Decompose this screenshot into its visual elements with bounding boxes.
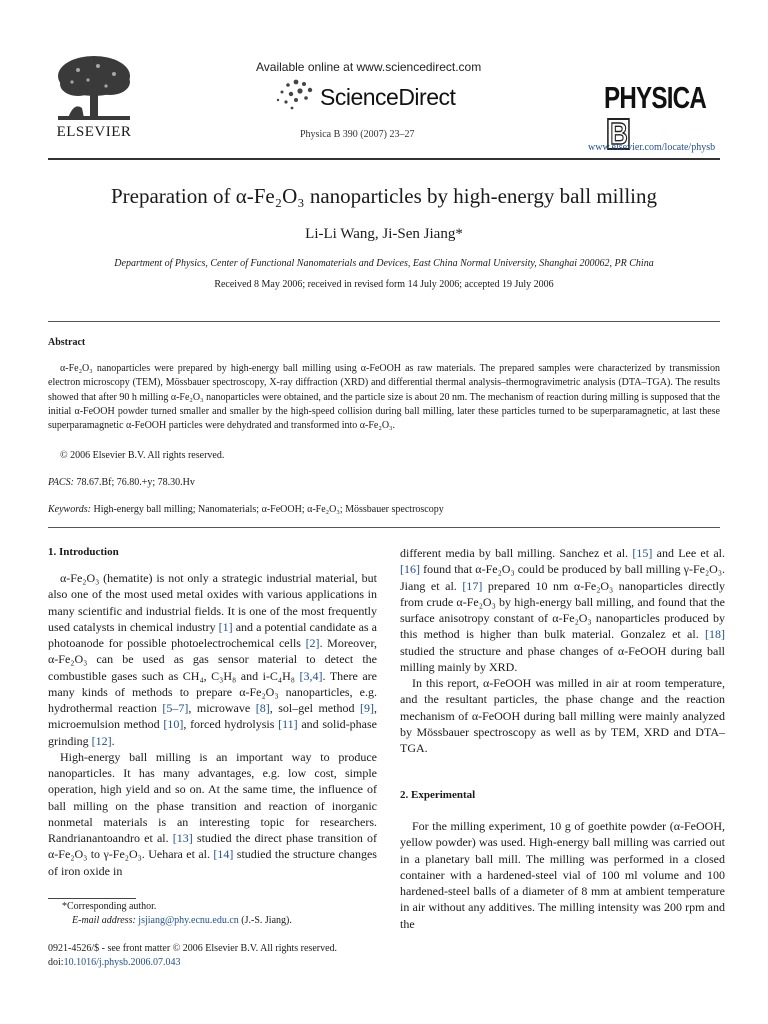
intro-paragraph-2: High-energy ball milling is an important way to produce nanoparticles. It has many advantages, e.g. low cost, simple operation, high yield and so on. At the same time, the influence of ball milling on the phase transition and reaction of inorganic nonmetal materials is an interesting topic for researchers. Randrianantoandro et al. [13] studied the direct phase transition of α-Fe₂O₃ to γ-Fe₂O₃. Uehara et al. [14] studied the structure changes of iron oxide in: [48, 749, 377, 878]
intro-paragraph-4: In this report, α-FeOOH was milled in air at room temperature, and the resultant particles, the phase change and the reaction mechanism of α-FeOOH during ball milling were mainly analyzed by Mössbauer spectroscopy as well as by TEM, XRD and DTA–TGA.: [400, 676, 725, 755]
article-dates: Received 8 May 2006; received in revised form 14 July 2006; accepted 19 July 2006: [214, 279, 554, 290]
abstract-top-rule: [48, 321, 720, 322]
abstract-heading: Abstract: [48, 337, 86, 348]
citation-link[interactable]: [11]: [278, 717, 298, 732]
abstract-bottom-rule: [48, 527, 720, 528]
keywords-list: High-energy ball milling; Nanomaterials; α-FeOOH; α-Fe₂O₃; Mössbauer spectroscopy: [93, 504, 444, 515]
author-affiliation: Department of Physics, Center of Functional Nanomaterials and Devices, East China Normal University, Shanghai 200062, PR China: [114, 258, 654, 269]
citation-link[interactable]: [10]: [163, 717, 184, 732]
citation-link[interactable]: [13]: [172, 831, 193, 845]
intro-paragraph-3: different media by ball milling. Sanchez et al. [15] and Lee et al. [16] found that α-Fe₂O₃ could be produced by ball milling γ-Fe₂O₃. Jiang et al. [17] prepared 10 nm α-Fe₂O₃ nanoparticles directly from crude α-Fe₂O₃ by high-energy ball milling, and found that the surface anisotropy constant of α-Fe₂O₃ nanoparticles produced by this method is higher than bulk material. Gonzalez et al. [18] studied the structure and phase changes of α-FeOOH during ball milling mainly by XRD.: [400, 546, 725, 674]
experimental-body: [400, 818, 725, 932]
corresponding-author-note: *Corresponding author.: [62, 901, 157, 912]
journal-name: PHYSICA: [604, 80, 707, 115]
pacs-label: PACS:: [48, 477, 74, 488]
citation-link[interactable]: [18]: [705, 627, 725, 642]
article-authors: Li-Li Wang, Ji-Sen Jiang*: [305, 226, 463, 242]
email-footnote: E-mail address: jsjiang@phy.ecnu.edu.cn (J.-S. Jiang).: [72, 915, 292, 926]
experimental-paragraph-1: For the milling experiment, 10 g of goethite powder (α-FeOOH, yellow powder) was used. High-energy ball milling was carried out in a planetary ball mill. The milling was performed in a closed container with a hardened-steel vial of 100 ml volume and 100 hardened-steel balls of a diameter of 8 mm at ambient temperature in air without any additives. The milling intensity was 200 rpm and the: [400, 819, 725, 931]
citation-link[interactable]: [17]: [462, 578, 483, 593]
citation-link[interactable]: [16]: [400, 562, 420, 577]
sciencedirect-logo-text: ScienceDirect: [320, 84, 456, 110]
journal-letter: B: [607, 118, 630, 150]
journal-url-link[interactable]: www.elsevier.com/locate/physb: [588, 142, 716, 153]
section-heading-introduction: 1. Introduction: [48, 546, 119, 558]
citation-link[interactable]: [9]: [360, 701, 374, 715]
abstract-copyright: © 2006 Elsevier B.V. All rights reserved.: [60, 450, 225, 461]
publisher-name: ELSEVIER: [56, 124, 132, 140]
issn-line: 0921-4526/$ - see front matter © 2006 Elsevier B.V. All rights reserved.: [48, 943, 338, 954]
header-rule: [48, 158, 720, 160]
email-link[interactable]: jsjiang@phy.ecnu.edu.cn: [138, 915, 239, 926]
footnote-rule: [48, 898, 136, 899]
citation-link[interactable]: [12]: [91, 733, 112, 748]
keywords-line: [48, 504, 444, 515]
doi-link[interactable]: 10.1016/j.physb.2006.07.043: [63, 957, 181, 968]
section-heading-experimental: 2. Experimental: [400, 789, 476, 801]
doi-line: doi:10.1016/j.physb.2006.07.043: [48, 957, 181, 968]
citation-link[interactable]: [2]: [305, 636, 320, 650]
citation-link[interactable]: [5–7]: [162, 701, 189, 715]
introduction-body: [48, 570, 377, 879]
citation-link[interactable]: [1]: [218, 619, 233, 634]
article-title: Preparation of α-Fe₂O₃ nanoparticles by high-energy ball milling: [110, 184, 658, 208]
keywords-label: Keywords:: [48, 504, 91, 515]
abstract-text: α-Fe₂O₃ nanoparticles were prepared by high-energy ball milling using α-FeOOH as raw materials. The prepared samples were characterized by transmission electron microscopy (TEM), Mössbauer spectroscopy, X-ray diffraction (XRD) and differential thermal analysis–thermogravimetric analysis (DTA–TGA). The results showed that after 90 h milling α-Fe₂O₃ nanoparticles were obtained, and the particle size is about 20 nm. The mechanism of reaction during milling is supposed that the initial α-FeOOH powder turned smaller and smaller by the high-speed collision during ball milling, later these particles turned to be superparamagnetic, at last these superparamagnetic α-FeOOH particles were dehydrated and transformed into α-Fe₂O₃.: [48, 363, 720, 432]
pacs-line: [48, 477, 195, 488]
introduction-body-continued: [400, 545, 725, 756]
citation-link[interactable]: [15]: [632, 546, 653, 560]
citation-link[interactable]: [14]: [213, 847, 234, 862]
intro-paragraph-1: α-Fe₂O₃ (hematite) is not only a strategic industrial material, but also one of the most used metal oxides with various applications in many scientific and industrial fields. It is one of the most frequently used catalysts in chemical industry [1] and a potential candidate as a photoanode for possible photoelectrochemical cells [2]. Moreover, α-Fe₂O₃ can be used as gas sensor material to detect the combustible gases such as CH₄, C₃H₈ and i-C₄H₈ [3,4]. There are many kinds of methods to prepare α-Fe₂O₃ nanoparticles, e.g. hydrothermal reaction [5–7], microwave [8], sol–gel method [9], microemulsion method [10], forced hydrolysis [11] and solid-phase grinding [12].: [48, 571, 378, 748]
email-label: E-mail address:: [72, 915, 136, 926]
available-online-text[interactable]: Available online at www.sciencedirect.com: [256, 60, 482, 74]
journal-citation: Physica B 390 (2007) 23–27: [300, 129, 415, 140]
citation-link[interactable]: [3,4]: [299, 668, 323, 683]
pacs-codes: 78.67.Bf; 76.80.+y; 78.30.Hv: [76, 477, 195, 488]
citation-link[interactable]: [8]: [255, 701, 270, 715]
